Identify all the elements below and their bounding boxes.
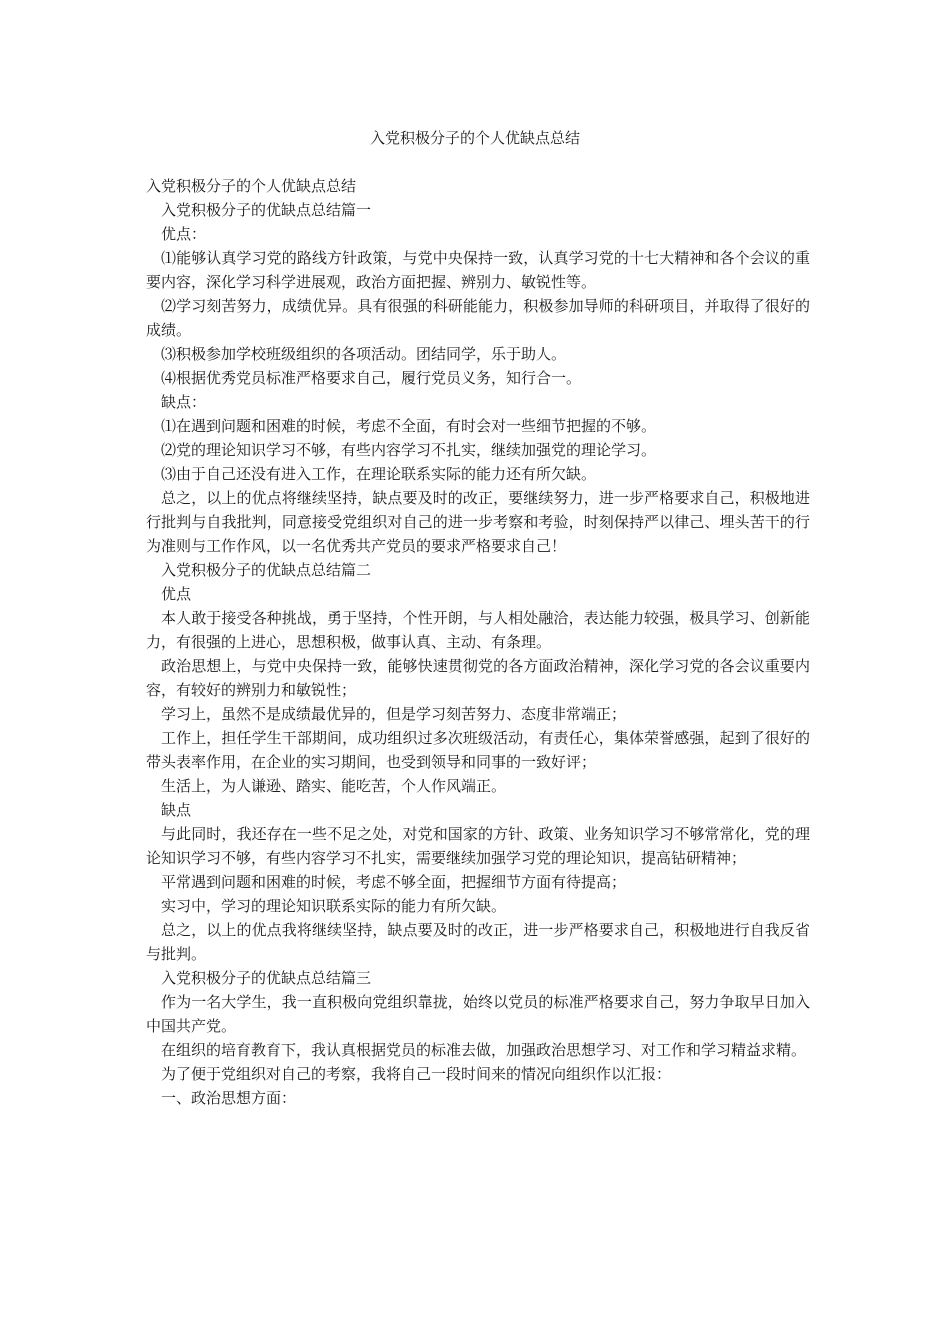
paragraph: 入党积极分子的优缺点总结篇二 bbox=[161, 561, 372, 579]
document-title: 入党积极分子的个人优缺点总结 bbox=[369, 129, 580, 147]
paragraph: 作为一名大学生，我一直积极向党组织靠拢，始终以党员的标准严格要求自己，努力争取早日加入中国共产党。 bbox=[146, 993, 810, 1035]
paragraph: 与此同时，我还存在一些不足之处，对党和国家的方针、政策、业务知识学习不够常常化，党的理论知识学习不够，有些内容学习不扎实，需要继续加强学习党的理论知识，提高钻研精神； bbox=[146, 825, 810, 867]
paragraph: 入党积极分子的优缺点总结篇三 bbox=[161, 969, 372, 987]
paragraph: ⑴在遇到问题和困难的时候，考虑不全面，有时会对一些细节把握的不够。 bbox=[161, 417, 657, 435]
paragraph: 优点 bbox=[161, 585, 192, 603]
paragraph: 平常遇到问题和困难的时候，考虑不够全面，把握细节方面有待提高； bbox=[161, 873, 627, 891]
paragraph: 实习中，学习的理论知识联系实际的能力有所欠缺。 bbox=[161, 897, 507, 915]
paragraph: ⑴能够认真学习党的路线方针政策，与党中央保持一致，认真学习党的十七大精神和各个会议的重要内容，深化学习科学进展观，政治方面把握、辨别力、敏锐性等。 bbox=[146, 249, 810, 291]
paragraph: ⑵党的理论知识学习不够，有些内容学习不扎实，继续加强党的理论学习。 bbox=[161, 441, 657, 459]
paragraph: 入党积极分子的个人优缺点总结 bbox=[146, 177, 357, 195]
paragraph: 政治思想上，与党中央保持一致，能够快速贯彻党的各方面政治精神，深化学习党的各会议重要内容，有较好的辨别力和敏锐性； bbox=[146, 657, 810, 699]
paragraph: 一、政治思想方面： bbox=[161, 1089, 297, 1107]
paragraph: 工作上，担任学生干部期间，成功组织过多次班级活动，有责任心，集体荣誉感强，起到了很好的带头表率作用，在企业的实习期间，也受到领导和同事的一致好评； bbox=[146, 729, 810, 771]
paragraph: ⑷根据优秀党员标准严格要求自己，履行党员义务，知行合一。 bbox=[161, 369, 582, 387]
paragraph: 在组织的培育教育下，我认真根据党员的标准去做，加强政治思想学习、对工作和学习精益求精。 bbox=[161, 1041, 807, 1059]
paragraph: ⑶积极参加学校班级组织的各项活动。团结同学，乐于助人。 bbox=[161, 345, 567, 363]
paragraph: 学习上，虽然不是成绩最优异的，但是学习刻苦努力、态度非常端正； bbox=[161, 705, 627, 723]
paragraph: 生活上，为人谦逊、踏实、能吃苦，个人作风端正。 bbox=[161, 777, 507, 795]
paragraph: 为了便于党组织对自己的考察，我将自己一段时间来的情况向组织作以汇报： bbox=[161, 1065, 672, 1083]
paragraph: 优点： bbox=[161, 225, 207, 243]
paragraph: ⑵学习刻苦努力，成绩优异。具有很强的科研能能力，积极参加导师的科研项目，并取得了很好的成绩。 bbox=[146, 297, 810, 339]
paragraph: 缺点 bbox=[161, 801, 192, 819]
paragraph: 总之，以上的优点我将继续坚持，缺点要及时的改正，进一步严格要求自己，积极地进行自我反省与批判。 bbox=[146, 921, 810, 963]
document-body bbox=[146, 174, 810, 1110]
paragraph: 总之，以上的优点将继续坚持，缺点要及时的改正，要继续努力，进一步严格要求自己，积极地进行批判与自我批判，同意接受党组织对自己的进一步考察和考验，时刻保持严以律己、埋头苦干的行为准则与工作作风，以一名优秀共产党员的要求严格要求自己！ bbox=[146, 489, 810, 555]
paragraph: 本人敢于接受各种挑战，勇于坚持，个性开朗，与人相处融洽，表达能力较强，极具学习、创新能力，有很强的上进心，思想积极，做事认真、主动、有条理。 bbox=[146, 609, 810, 651]
paragraph: ⑶由于自己还没有进入工作，在理论联系实际的能力还有所欠缺。 bbox=[161, 465, 597, 483]
paragraph: 缺点： bbox=[161, 393, 207, 411]
paragraph: 入党积极分子的优缺点总结篇一 bbox=[161, 201, 372, 219]
